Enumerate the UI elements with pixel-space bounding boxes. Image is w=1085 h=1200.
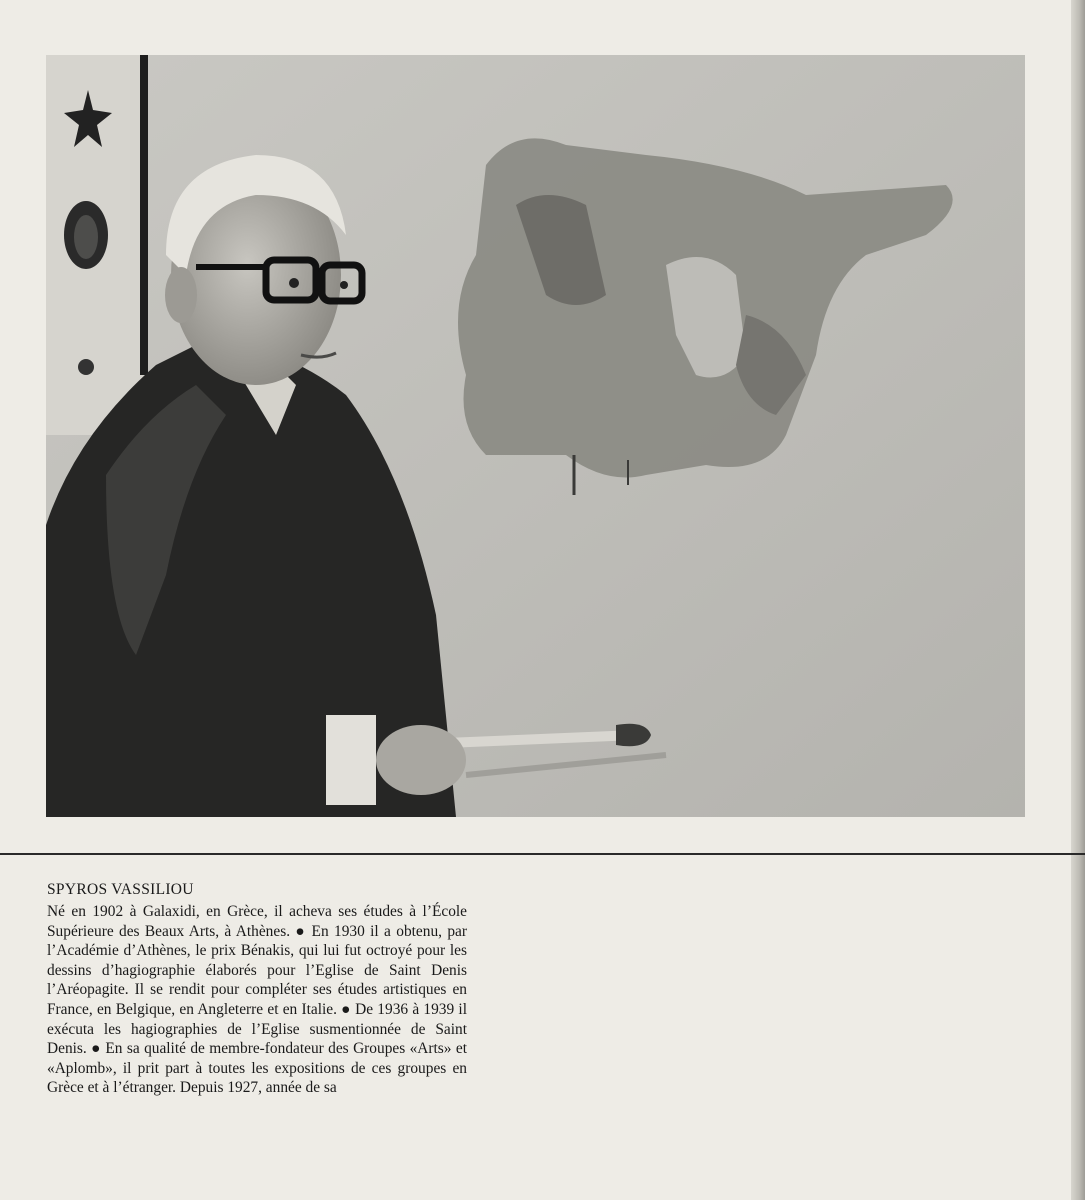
caption-body: Né en 1902 à Galaxidi, en Grèce, il acheva ses études à l’École Supérieure des Beaux Arts, à Athènes. ● En 1930 il a obtenu, par l’Académie d’Athènes, le prix Bénakis, qui lui fut octroyé pour les dessins d’hagiographie élaborés pour l’Eglise de Saint Denis l’Aréopagite. Il se rendit pour compléter ses études artistiques en France, en Belgique, en Angleterre et en Italie. ● De 1936 à 1939 il exécuta les hagiographies de l’Eglise susmentionnée de Saint Denis. ● En sa qualité de membre-fondateur des Groupes «Arts» et «Aplomb», il prit part à toutes les expositions de ces groupes en Grèce et à l’étranger. Depuis 1927, année de sa — [47, 903, 467, 1097]
photograph-illustration — [46, 55, 1025, 817]
portrait-photograph — [46, 55, 1025, 817]
horizontal-rule — [0, 853, 1085, 855]
page-edge — [1071, 0, 1085, 1200]
caption-title: SPYROS VASSILIOU — [47, 881, 194, 898]
caption-block — [47, 880, 467, 1098]
